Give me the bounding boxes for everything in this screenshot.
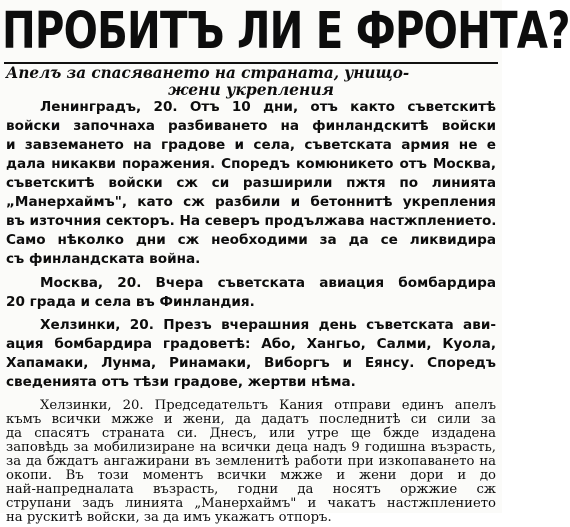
paragraph-leningrad-line: въ източния секторъ. На северъ продължава настжплението.	[6, 213, 497, 229]
paragraph-helsinki-appeal-line: къмъ всички мжже и жени, да дадатъ последнитѣ си сили за	[6, 412, 496, 427]
paragraph-helsinki-bombing-line: сведенията отъ тѣзи градове, жертви нѣма.	[6, 374, 356, 390]
paragraph-leningrad-line: войски започнаха разбиването на финландскитѣ войски	[6, 118, 496, 134]
paragraph-helsinki-appeal-line: заповѣдь за мобилизиране на всички деца надъ 9 годишна възрасть,	[6, 440, 496, 455]
paragraph-leningrad-line: съ финландската война.	[6, 251, 201, 267]
paragraph-helsinki-bombing-line: Хелзинки, 20. Презъ вчерашния день съветската ави-	[40, 317, 496, 333]
paragraph-helsinki-bombing-line: Хапамаки, Лунма, Ринамаки, Виборгъ и Еянсу. Споредъ	[6, 355, 496, 371]
paragraph-helsinki-appeal-line: да спасятъ страната си. Днесъ, или утре ще бжде издадена	[6, 426, 496, 441]
subhead-line-2: жени укрепления	[168, 80, 334, 99]
headline: ПРОБИТЪ ЛИ Е ФРОНТА?	[2, 2, 570, 61]
paragraph-leningrad-line: и завземането на градове и села, съветската армия не е	[6, 137, 496, 153]
paragraph-helsinki-appeal-line: на рускитѣ войски, за да имъ укажатъ отпоръ.	[6, 510, 332, 525]
paragraph-helsinki-appeal-line: окопи. Въ този моментъ всички мжже и жени дори и до	[6, 468, 496, 483]
paragraph-moscow-line: Москва, 20. Вчера съветската авиация бомбардира	[40, 275, 496, 291]
paragraph-helsinki-appeal-line: най-напредналата възрасть, годни да носятъ оржжие сж	[6, 482, 496, 497]
paragraph-helsinki-appeal-line: струпани задъ линията „Манерхаймъ" и чакатъ настжплението	[6, 496, 496, 511]
paragraph-leningrad-line: дала никакви поражения. Споредъ комюникето отъ Москва,	[6, 156, 496, 172]
paragraph-helsinki-bombing-line: ация бомбардира градоветѣ: Або, Хангьо, Салми, Куола,	[6, 336, 496, 352]
paragraph-leningrad-line: съветскитѣ войски сж си разширили пжтя по линията	[6, 175, 496, 191]
rule-under-headline	[4, 62, 498, 64]
paragraph-leningrad-line: Само нѣколко дни сж необходими за да се ликвидира	[6, 232, 496, 248]
paragraph-leningrad-line: „Манерхаймъ", като сж разбили и бетоннитѣ укрепления	[6, 194, 496, 210]
paragraph-helsinki-appeal-line: за да бждатъ ангажирани въ земленитѣ работи при изкопаването на	[6, 454, 496, 469]
paragraph-helsinki-appeal-line: Хелзинки, 20. Председательтъ Кания отправи единъ апелъ	[40, 398, 496, 413]
subhead-line-1: Апелъ за спасяването на страната, унищо-	[6, 63, 410, 82]
paragraph-leningrad-line: Ленинградъ, 20. Отъ 10 дни, отъ както съветскитѣ	[40, 99, 496, 115]
paragraph-moscow-line: 20 града и села въ Финландия.	[6, 294, 255, 310]
